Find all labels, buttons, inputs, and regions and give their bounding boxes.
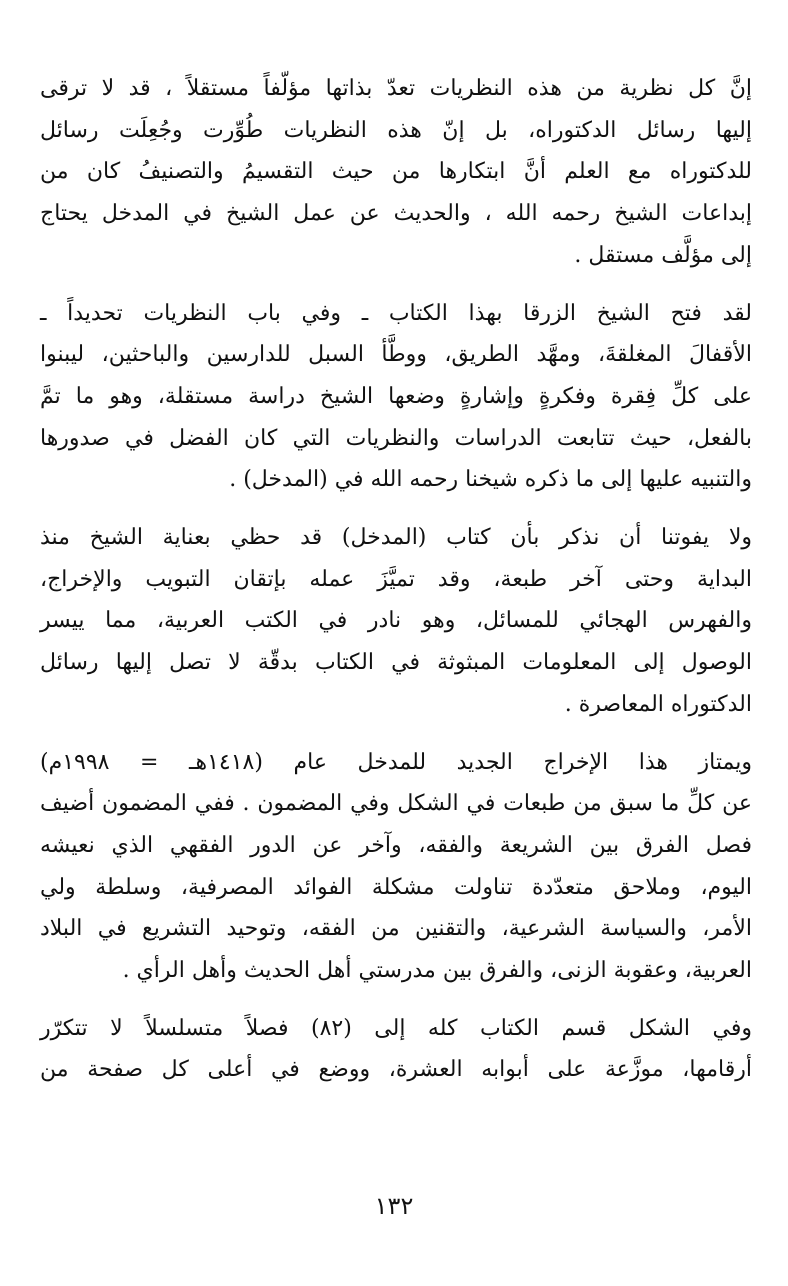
text-line: للدكتوراه مع العلم أنَّ ابتكارها من حيث التقسيمُ والتصنيفُ كان من xyxy=(40,159,752,185)
text-line: ولا يفوتنا أن نذكر بأن كتاب (المدخل) قد حظي بعناية الشيخ منذ xyxy=(40,525,752,551)
text-line: اليوم، وملاحق متعدّدة تناولت مشكلة الفوائد المصرفية، وسلطة ولي xyxy=(40,874,752,900)
paragraph-5 xyxy=(40,1008,752,1091)
text-line: على كلِّ فِقرة وفكرةٍ وإشارةٍ وضعها الشيخ دراسة مستقلة، وهو ما تمَّ xyxy=(40,383,752,409)
text-line: والتنبيه عليها إلى ما ذكره شيخنا رحمه الله في (المدخل) . xyxy=(229,467,752,493)
paragraph-2 xyxy=(40,293,752,502)
text-line: وفي الشكل قسم الكتاب كله إلى (٨٢) فصلاً متسلسلاً لا تتكرّر xyxy=(40,1015,752,1041)
paragraph-3 xyxy=(40,517,752,726)
text-line: فصل الفرق بين الشريعة والفقه، وآخر عن الدور الفقهي الذي نعيشه xyxy=(40,832,752,858)
text-line: الدكتوراه المعاصرة . xyxy=(564,691,752,717)
paragraph-4 xyxy=(40,742,752,992)
text-line: لقد فتح الشيخ الزرقا بهذا الكتاب ـ وفي باب النظريات تحديداً ـ xyxy=(40,300,752,326)
text-line: العربية، وعقوبة الزنى، والفرق بين مدرستي أهل الحديث وأهل الرأي . xyxy=(122,958,752,984)
text-line: إنَّ كل نظرية من هذه النظريات تعدّ بذاتها مؤلّفاً مستقلاً ، قد لا ترقى xyxy=(40,76,752,101)
text-line: عن كلِّ ما سبق من طبعات في الشكل وفي المضمون . ففي المضمون أضيف xyxy=(40,791,752,817)
text-line: أرقامها، موزَّعة على أبوابه العشرة، ووضع في أعلى كل صفحة من xyxy=(40,1057,752,1083)
page-number: ١٣٢ xyxy=(374,1192,414,1220)
text-line: إلى مؤلَّف مستقل . xyxy=(574,242,752,268)
text-line: الوصول إلى المعلومات المبثوثة في الكتاب بدقّة لا تصل إليها رسائل xyxy=(40,650,752,676)
text-line: والفهرس الهجائي للمسائل، وهو نادر في الكتب العربية، مما ييسر xyxy=(40,608,752,634)
paragraph-1 xyxy=(40,68,752,277)
body-text xyxy=(40,68,752,1091)
text-line: البداية وحتى آخر طبعة، وقد تميَّزَ عمله بإتقان التبويب والإخراج، xyxy=(40,566,752,592)
text-line: الأمر، والسياسة الشرعية، والتقنين من الفقه، وتوحيد التشريع في البلاد xyxy=(40,916,752,942)
text-line: ويمتاز هذا الإخراج الجديد للمدخل عام (١٤١٨هـ = ١٩٩٨م) xyxy=(40,749,752,775)
text-line: بالفعل، حيث تتابعت الدراسات والنظريات التي كان الفضل في صدورها xyxy=(40,425,752,451)
text-line: الأقفالَ المغلقةَ، ومهَّد الطريق، ووطَّأ السبل للدارسين والباحثين، ليبنوا xyxy=(40,342,752,368)
text-line: إليها رسائل الدكتوراه، بل إنّ هذه النظريات طُوِّرت وجُعِلَت رسائل xyxy=(40,117,752,143)
text-line: إبداعات الشيخ رحمه الله ، والحديث عن عمل الشيخ في المدخل يحتاج xyxy=(40,201,752,227)
